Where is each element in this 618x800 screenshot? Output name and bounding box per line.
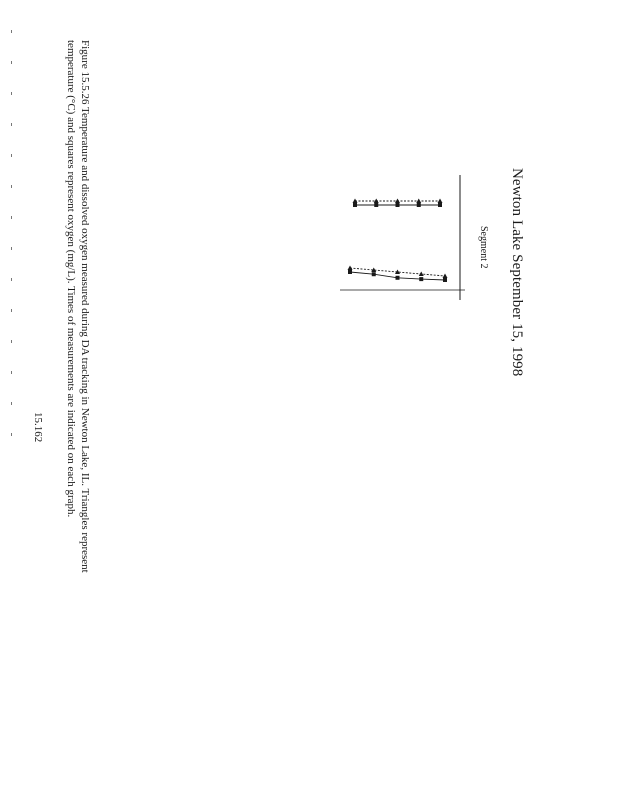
square-point-3-0 <box>348 270 352 274</box>
caption-line-2: temperature (°C) and squares represent oxygen (mg/L). Times of measurements are indicated on each graph. <box>65 40 77 518</box>
page-number: 15.162 <box>32 412 44 443</box>
square-point-3-4 <box>443 278 447 282</box>
square-point-1-2 <box>396 203 400 207</box>
segment-label: Segment 2 <box>478 226 489 269</box>
square-point-1-0 <box>353 203 357 207</box>
figure-title: Newton Lake September 15, 1998 <box>509 168 525 377</box>
triangle-point-2-3 <box>419 272 424 277</box>
square-point-1-4 <box>438 203 442 207</box>
square-point-3-3 <box>419 277 423 281</box>
square-point-3-1 <box>372 272 376 276</box>
square-point-1-3 <box>417 203 421 207</box>
square-point-3-2 <box>396 276 400 280</box>
scan-edge-marks <box>8 30 14 470</box>
triangle-point-0-3 <box>416 199 421 204</box>
caption-line-1: Figure 15.5.26 Temperature and dissolved oxygen measured during DA tracking in Newton Lake, IL. Triangles represent <box>79 40 91 573</box>
square-point-1-1 <box>374 203 378 207</box>
figure-caption <box>64 40 92 573</box>
triangle-point-0-4 <box>438 199 443 204</box>
profile-chart <box>300 150 500 320</box>
triangle-point-0-2 <box>395 199 400 204</box>
triangle-point-2-4 <box>443 274 448 279</box>
